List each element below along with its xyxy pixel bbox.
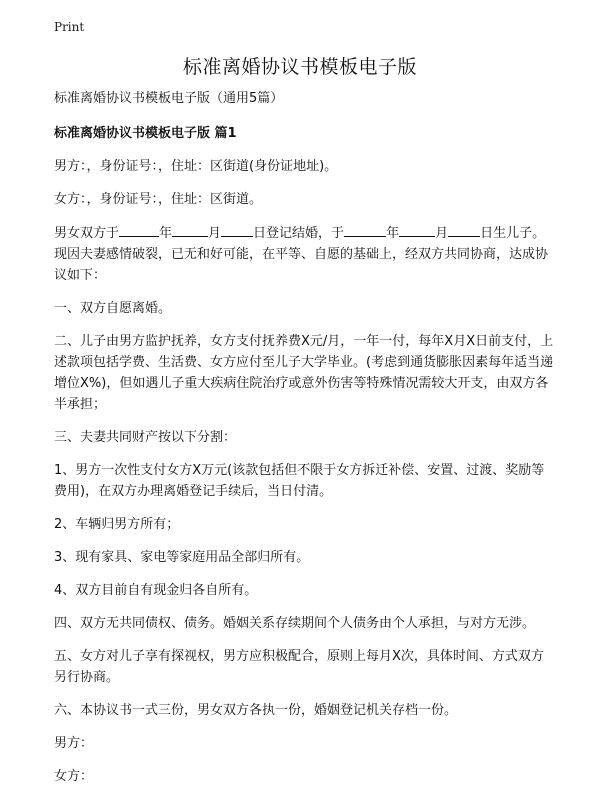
clause-1: 一、双方自愿离婚。 <box>54 301 172 316</box>
print-link[interactable]: Print <box>54 20 85 34</box>
intro-year-label-2: 年 <box>386 226 400 241</box>
document-title: 标准离婚协议书模板电子版 <box>182 56 417 78</box>
blank-year-2 <box>344 222 386 237</box>
intro-paragraph <box>54 222 554 286</box>
clause-2: 二、儿子由男方监护抚养，女方支付抚养费X元/月，一年一付，每年X月X日前支付，上述款项包括学费、生活费、女方应付至儿子大学毕业。(考虑到通货膨胀因素每年适当递增位X%)，但如遇儿子重大疾病住院治疗或意外伤害等特殊情况需较大开支，由双方各半承担； <box>54 334 554 412</box>
blank-year <box>119 222 159 237</box>
intro-month-label: 月 <box>208 226 222 241</box>
signature-female: 女方： <box>54 769 94 784</box>
intro-month-label-2: 月 <box>435 226 449 241</box>
section-heading: 标准离婚协议书模板电子版 篇1 <box>54 126 237 141</box>
clause-3-item-3: 3、现有家具、家电等家庭用品全部归所有。 <box>54 550 310 565</box>
clause-3-item-4: 4、双方目前自有现金归各自所有。 <box>54 583 258 598</box>
blank-day <box>221 222 253 237</box>
clause-4: 四、双方无共同债权、债务。婚姻关系存续期间个人债务由个人承担，与对方无涉。 <box>54 616 536 631</box>
party-male-info: 男方：，身份证号：，住址：区街道(身份证地址)。 <box>54 159 338 174</box>
document-subtitle: 标准离婚协议书模板电子版（通用5篇） <box>54 91 284 106</box>
clause-3-item-1: 1、男方一次性支付女方X万元(该款包括但不限于女方拆迁补偿、安置、过渡、奖励等费用)，在双方办理离婚登记手续后，当日付清。 <box>54 463 545 499</box>
intro-year-label: 年 <box>159 226 173 241</box>
blank-day-2 <box>448 222 480 237</box>
blank-month-2 <box>399 222 435 237</box>
intro-text-end: 日生儿子。现因夫妻感情破裂，已无和好可能，在平等、自愿的基础上，经双方共同协商，达成协议如下： <box>54 226 549 283</box>
party-female-info: 女方：，身份证号：，住址：区街道。 <box>54 192 263 207</box>
clause-3-item-2: 2、车辆归男方所有； <box>54 517 180 532</box>
clause-6: 六、本协议书一式三份，男女双方各执一份，婚姻登记机关存档一份。 <box>54 703 458 718</box>
signature-male: 男方： <box>54 736 94 751</box>
blank-month <box>172 222 208 237</box>
clause-5: 五、女方对儿子享有探视权，男方应积极配合，原则上每月X次，具体时间、方式双方另行协商。 <box>54 649 544 685</box>
intro-text-start: 男女双方于 <box>54 226 120 241</box>
clause-3: 三、夫妻共同财产按以下分割： <box>54 430 237 445</box>
intro-text-mid: 日登记结婚，于 <box>253 226 345 241</box>
document-body <box>54 88 554 799</box>
